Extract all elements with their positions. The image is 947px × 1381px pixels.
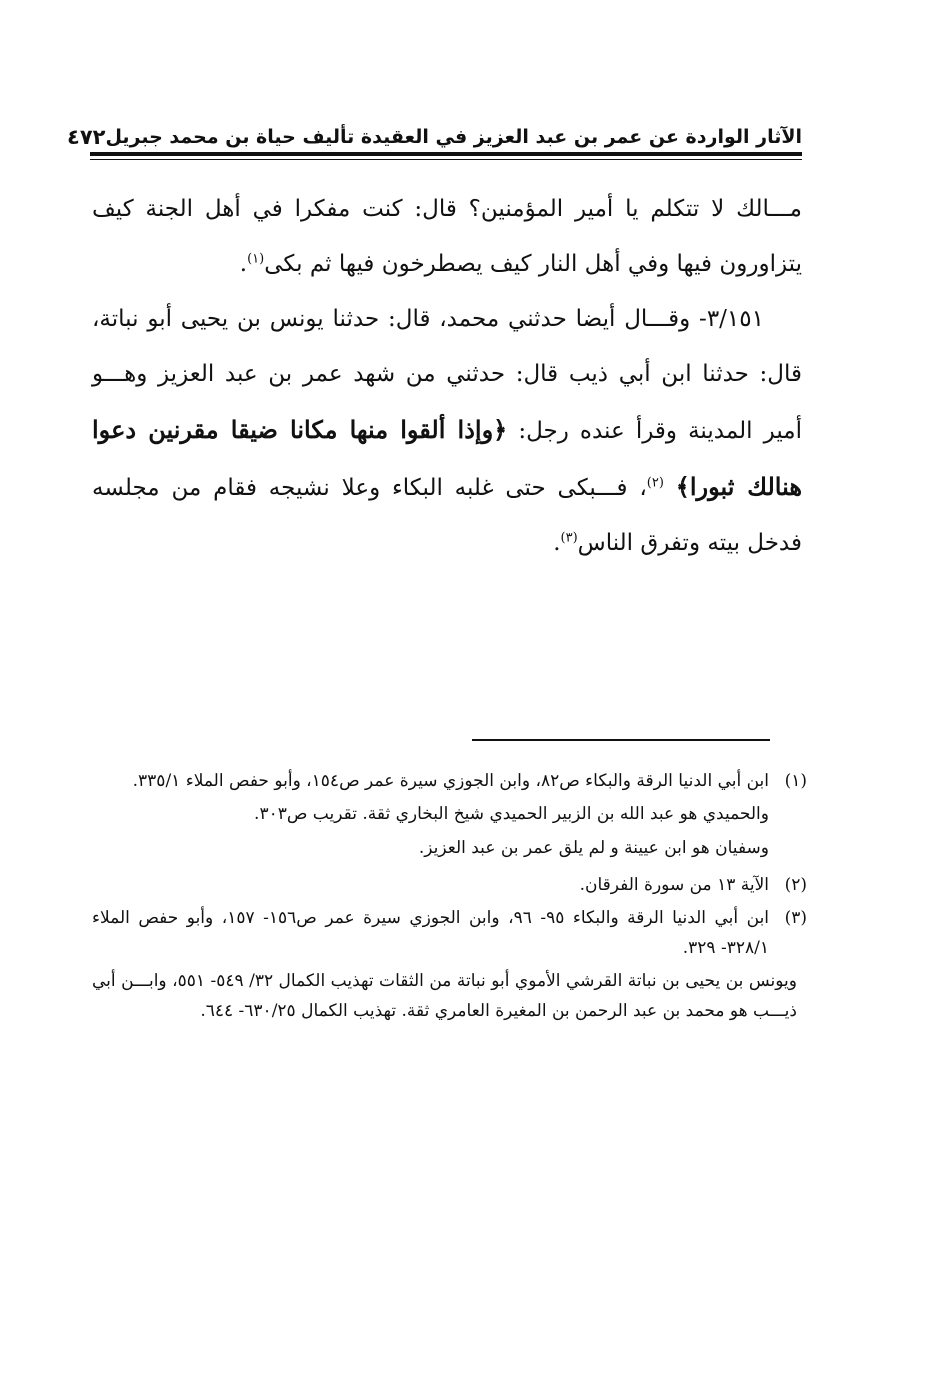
footnote-ref-3: (٣) bbox=[560, 530, 578, 546]
footnote-2 bbox=[92, 870, 807, 900]
footnote-3 bbox=[92, 903, 807, 1026]
footnote-3-number: (٣) bbox=[784, 908, 807, 928]
paragraph-2-end: . bbox=[553, 530, 561, 556]
footnote-1-notes bbox=[92, 799, 769, 863]
footnote-1 bbox=[92, 766, 807, 867]
paragraph-2-lead: ٣/١٥١- وقـــال أيضا حدثني محمد، قال: حدثنا يونس بن يحيى أبو نباتة، قال: حدثنا ابن أبي ذيب قال: حدثني من شهد عمر بن عبد العزيز وهـــو أمير المدينة وقرأ عنده رجل: bbox=[92, 306, 802, 444]
footnote-3-body bbox=[92, 903, 797, 1026]
main-text bbox=[92, 182, 802, 571]
paragraph-1-end: . bbox=[239, 251, 248, 277]
paragraph-1-text: مـــالك لا تتكلم يا أمير المؤمنين؟ قال: كنت مفكرا في أهل الجنة كيف يتزاورون فيها وفي أهل النار كيف يصطرخون فيها ثم بكى bbox=[92, 196, 802, 277]
paragraph-1 bbox=[92, 182, 802, 292]
footnote-3-note-1: ويونس بن يحيى بن نباتة القرشي الأموي أبو نباتة من الثقات تهذيب الكمال ٣٢/ ٥٤٩- ٥٥١، وابـــن أبي ذيـــب هو محمد بن عبد الرحمن بن المغيرة العامري ثقة. تهذيب الكمال ٦٣٠/٢٥- ٦٤٤. bbox=[92, 971, 797, 1021]
footnote-1-number: (١) bbox=[784, 771, 807, 791]
footnote-2-number: (٢) bbox=[784, 875, 807, 895]
footnote-1-text: ابن أبي الدنيا الرقة والبكاء ص٨٢، وابن الجوزي سيرة عمر ص١٥٤، وأبو حفص الملاء ٣٣٥/١. bbox=[132, 771, 769, 791]
running-header bbox=[67, 118, 802, 152]
header-rule-thin bbox=[90, 159, 802, 160]
page-number: ٤٧٢ bbox=[67, 125, 106, 149]
footnote-1-body bbox=[92, 766, 769, 867]
footnote-ref-2: (٢) bbox=[646, 475, 664, 491]
header-rule-thick bbox=[90, 152, 802, 156]
paragraph-2 bbox=[92, 292, 802, 571]
header-title: الآثار الواردة عن عمر بن عبد العزيز في العقيدة تأليف حياة بن محمد جبريل bbox=[105, 126, 802, 148]
footnote-2-text: الآية ١٣ من سورة الفرقان. bbox=[579, 875, 769, 895]
footnote-1-note-1: والحميدي هو عبد الله بن الزبير الحميدي شيخ البخاري ثقة. تقريب ص٣٠٣. bbox=[254, 804, 769, 824]
quran-verse: ﴿وإذا ألقوا منها مكانا ضيقا مقرنين دعوا هنالك ثبورا﴾ bbox=[92, 415, 802, 501]
footnote-separator bbox=[472, 739, 770, 741]
paragraph-2-tail: ، فـــبكى حتى غلبه البكاء وعلا نشيجه فقام من مجلسه فدخل بيته وتفرق الناس bbox=[92, 475, 802, 556]
footnote-3-text: ابن أبي الدنيا الرقة والبكاء ٩٥- ٩٦، وابن الجوزي سيرة عمر ص١٥٦- ١٥٧، وأبو حفص الملاء ٣٢٨/١- ٣٢٩. bbox=[92, 908, 770, 958]
footnote-1-note-2: وسفيان هو ابن عيينة و لم يلق عمر بن عبد العزيز. bbox=[418, 838, 769, 858]
footnotes bbox=[92, 766, 807, 1029]
footnote-ref-1: (١) bbox=[247, 251, 265, 267]
